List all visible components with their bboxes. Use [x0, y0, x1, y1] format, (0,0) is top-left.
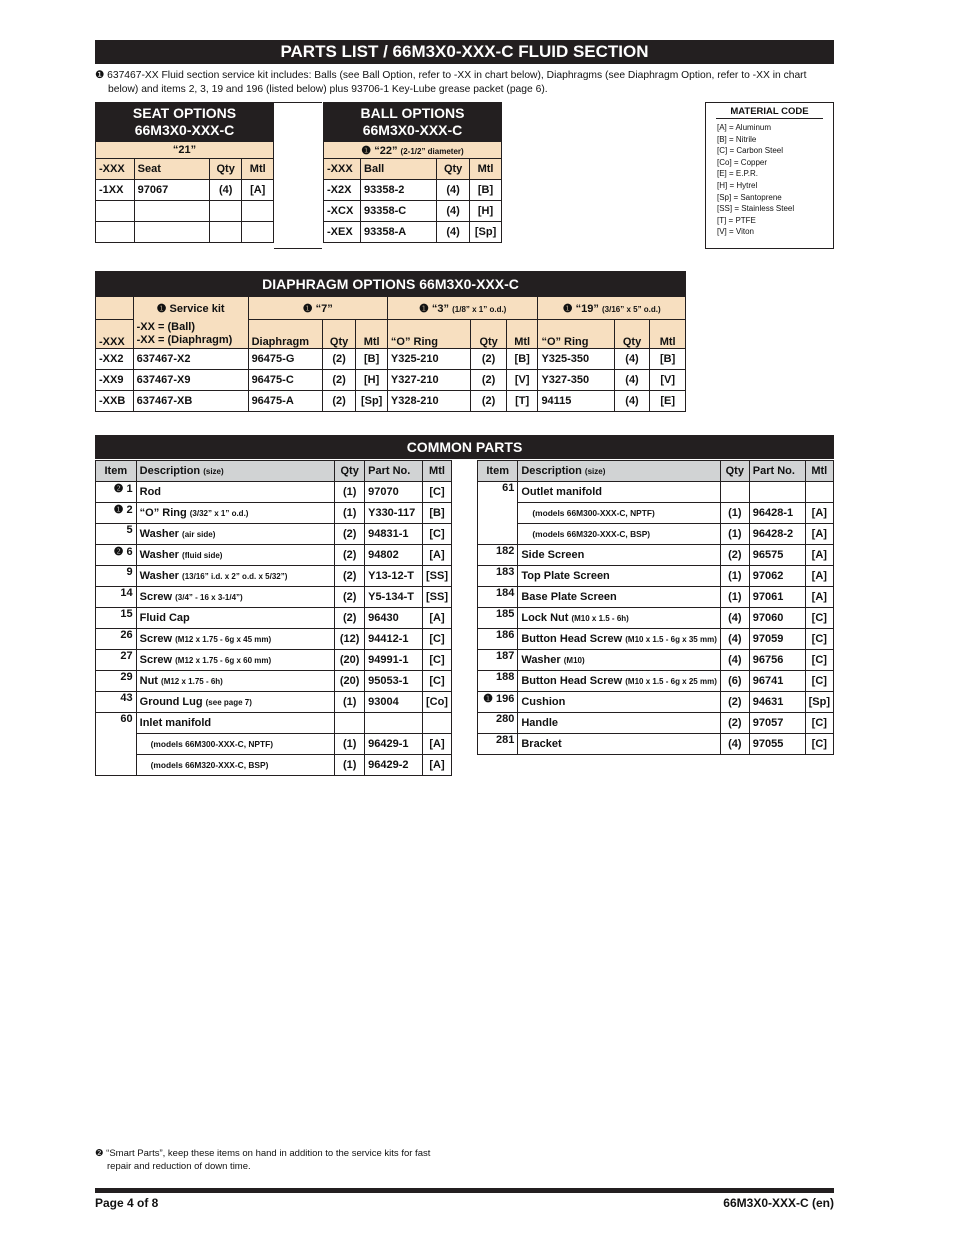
diaphragm-header-oring: “O” Ring [538, 320, 614, 349]
material-item: [E] = E.P.R. [717, 169, 758, 179]
diaphragm-header-qty: Qty [614, 320, 650, 349]
table-row [96, 671, 452, 692]
material-item: [A] = Aluminum [717, 123, 772, 132]
part-number: 96429-2 [365, 755, 423, 776]
item-number: 281 [478, 734, 518, 755]
common-parts-right-table [477, 460, 834, 755]
part-description: Screw (M12 x 1.75 - 6g x 45 mm) [136, 629, 335, 650]
diaphragm-cell: 96475-C [248, 370, 322, 391]
table-row [96, 629, 452, 650]
part-number: 94412-1 [365, 629, 423, 650]
diaphragm-cell: Y328-210 [387, 391, 470, 412]
part-description: Inlet manifold [136, 713, 335, 734]
material: [C] [805, 629, 833, 650]
material: [A] [805, 545, 833, 566]
part-number: 93004 [365, 692, 423, 713]
item-number: ❷ 1 [96, 482, 137, 503]
item-number: 280 [478, 713, 518, 734]
part-description: Top Plate Screen [518, 566, 721, 587]
part-description: Side Screen [518, 545, 721, 566]
material: [A] [805, 566, 833, 587]
item-number: 60 [96, 713, 137, 776]
part-number: Y13-12-T [365, 566, 423, 587]
item-number: 183 [478, 566, 518, 587]
diaphragm-group-3: ❶ “3” (1/8” x 1” o.d.) [387, 297, 538, 320]
material: [C] [422, 482, 451, 503]
item-number: 188 [478, 671, 518, 692]
seat-header-qty: Qty [209, 159, 242, 180]
part-number: 94802 [365, 545, 423, 566]
table-row [96, 391, 686, 412]
qty: (1) [335, 734, 365, 755]
item-number: 29 [96, 671, 137, 692]
qty: (4) [720, 650, 749, 671]
table-row [96, 503, 452, 524]
qty: (4) [720, 734, 749, 755]
page-title: PARTS LIST / 66M3X0-XXX-C FLUID SECTION [95, 40, 834, 64]
part-number: Y330-117 [365, 503, 423, 524]
qty: (4) [720, 629, 749, 650]
table-row [324, 180, 502, 201]
material: [C] [805, 734, 833, 755]
diaphragm-cell: Y325-210 [387, 349, 470, 370]
material-item: [T] = PTFE [717, 215, 756, 225]
ball-options-title: BALL OPTIONS 66M3X0-XXX-C [324, 103, 502, 142]
table-row [96, 349, 686, 370]
header-part-no: Part No. [365, 461, 423, 482]
material: [C] [422, 671, 451, 692]
material-item: [SS] = Stainless Steel [717, 204, 795, 214]
material: [A] [422, 755, 451, 776]
seat-cell: (4) [209, 180, 242, 201]
seat-cell: [A] [242, 180, 274, 201]
ball-cell: 93358-C [361, 201, 437, 222]
table-row [324, 201, 502, 222]
ball-cell: (4) [437, 222, 470, 243]
part-number: 94831-1 [365, 524, 423, 545]
table-row [96, 713, 452, 734]
diaphragm-header-xxx: -XXX [96, 320, 134, 349]
table-row [96, 370, 686, 391]
material-item: [V] = Viton [717, 227, 754, 237]
qty: (2) [720, 692, 749, 713]
seat-options-title: SEAT OPTIONS 66M3X0-XXX-C [96, 103, 274, 142]
part-number: 96756 [749, 650, 805, 671]
table-row [478, 629, 834, 650]
diaphragm-cell: -XX2 [96, 349, 134, 370]
qty: (2) [335, 608, 365, 629]
seat-cell [96, 222, 135, 243]
part-description: Washer (M10) [518, 650, 721, 671]
seat-cell: 97067 [134, 180, 209, 201]
ball-cell: 93358-2 [361, 180, 437, 201]
ball-cell: -XCX [324, 201, 361, 222]
material: [A] [805, 587, 833, 608]
part-description: Fluid Cap [136, 608, 335, 629]
qty: (2) [720, 545, 749, 566]
table-row [96, 201, 274, 222]
ball-cell: -X2X [324, 180, 361, 201]
table-row [478, 671, 834, 692]
item-number: 186 [478, 629, 518, 650]
seat-header-xxx: -XXX [96, 159, 135, 180]
material: [A] [422, 734, 451, 755]
part-number: 95053-1 [365, 671, 423, 692]
qty [720, 482, 749, 503]
item-number: 27 [96, 650, 137, 671]
footer-rule [95, 1188, 834, 1193]
diaphragm-cell: (4) [614, 349, 650, 370]
item-number: ❷ 6 [96, 545, 137, 566]
ball-cell: -XEX [324, 222, 361, 243]
material: [C] [422, 629, 451, 650]
diaphragm-cell: [B] [506, 349, 538, 370]
table-row [96, 566, 452, 587]
diaphragm-cell: 637467-XB [133, 391, 248, 412]
page-number: Page 4 of 8 [95, 1196, 159, 1210]
header-qty: Qty [335, 461, 365, 482]
part-number: 97055 [749, 734, 805, 755]
ball-cell: [H] [470, 201, 502, 222]
qty: (20) [335, 650, 365, 671]
header-part-no: Part No. [749, 461, 805, 482]
diaphragm-header-mtl: Mtl [506, 320, 538, 349]
diaphragm-cell: [H] [356, 370, 388, 391]
part-description: Rod [136, 482, 335, 503]
diaphragm-cell: -XXB [96, 391, 134, 412]
table-row [478, 734, 834, 755]
material-code-title: MATERIAL CODE [716, 106, 823, 119]
part-description: Washer (air side) [136, 524, 335, 545]
material-code-list [706, 122, 833, 238]
part-description: Cushion [518, 692, 721, 713]
seat-cell [242, 222, 274, 243]
part-number: 97070 [365, 482, 423, 503]
part-number: Y5-134-T [365, 587, 423, 608]
diaphragm-cell: (4) [614, 391, 650, 412]
diaphragm-cell: (4) [614, 370, 650, 391]
diaphragm-cell: (2) [322, 391, 356, 412]
table-row [96, 692, 452, 713]
qty: (1) [720, 524, 749, 545]
part-number: 96428-1 [749, 503, 805, 524]
ball-group: ❶ “22” (2-1/2” diameter) [324, 142, 502, 159]
diaphragm-cell: [B] [356, 349, 388, 370]
part-number: 94631 [749, 692, 805, 713]
material [805, 482, 833, 503]
table-row [96, 545, 452, 566]
material: [Co] [422, 692, 451, 713]
diaphragm-cell: [V] [650, 370, 686, 391]
item-number: 187 [478, 650, 518, 671]
qty: (1) [335, 482, 365, 503]
material: [A] [805, 503, 833, 524]
seat-cell [96, 201, 135, 222]
diaphragm-header-diaphragm: Diaphragm [248, 320, 322, 349]
ball-header-qty: Qty [437, 159, 470, 180]
item-number: 9 [96, 566, 137, 587]
table-row [96, 587, 452, 608]
diaphragm-cell: 94115 [538, 391, 614, 412]
table-row [96, 222, 274, 243]
table-row [478, 650, 834, 671]
intro-line-2: below) and items 2, 3, 19 and 196 (listed below) plus 93706-1 Key-Lube grease packet (page 6). [108, 83, 548, 95]
material-item: [B] = Nitrile [717, 134, 757, 144]
material-item: [Sp] = Santoprene [717, 192, 782, 202]
table-row [96, 608, 452, 629]
model-variant: (models 66M300-XXX-C, NPTF) [136, 734, 335, 755]
header-qty: Qty [720, 461, 749, 482]
model-variant: (models 66M320-XXX-C, BSP) [136, 755, 335, 776]
part-description: Button Head Screw (M10 x 1.5 - 6g x 35 mm) [518, 629, 721, 650]
item-number: ❶ 2 [96, 503, 137, 524]
part-number: 97061 [749, 587, 805, 608]
part-description: Bracket [518, 734, 721, 755]
table-row [478, 713, 834, 734]
item-number: 15 [96, 608, 137, 629]
qty: (1) [335, 503, 365, 524]
seat-header-mtl: Mtl [242, 159, 274, 180]
seat-group: “21” [96, 142, 274, 159]
part-number: 94991-1 [365, 650, 423, 671]
intro-note [95, 69, 840, 96]
header-description: Description (size) [136, 461, 335, 482]
part-description: Outlet manifold [518, 482, 721, 503]
item-number: ❶ 196 [478, 692, 518, 713]
seat-cell: -1XX [96, 180, 135, 201]
ball-header-xxx: -XXX [324, 159, 361, 180]
part-description: Base Plate Screen [518, 587, 721, 608]
qty: (6) [720, 671, 749, 692]
table-row [96, 734, 452, 755]
qty: (1) [720, 587, 749, 608]
table-row [478, 566, 834, 587]
ball-cell: [B] [470, 180, 502, 201]
qty: (1) [720, 566, 749, 587]
table-row [96, 650, 452, 671]
header-item: Item [96, 461, 137, 482]
table-row [96, 524, 452, 545]
table-row [478, 587, 834, 608]
document-id: 66M3X0-XXX-C (en) [723, 1196, 834, 1210]
header-item: Item [478, 461, 518, 482]
diaphragm-header-qty: Qty [471, 320, 507, 349]
diaphragm-cell: Y327-350 [538, 370, 614, 391]
smart-parts-footnote: ❷ “Smart Parts”, keep these items on hand in addition to the service kits for fast repair and reduction of down time. [95, 1148, 431, 1172]
intro-line-1: ❶ 637467-XX Fluid section service kit includes: Balls (see Ball Option, refer to -XX in chart below), Diaphragms (see Diaphragm Option, refer to -XX in chart [95, 70, 807, 81]
part-description: “O” Ring (3/32” x 1” o.d.) [136, 503, 335, 524]
diaphragm-cell: (2) [471, 370, 507, 391]
spacer-box [274, 102, 322, 249]
material: [A] [422, 608, 451, 629]
diaphragm-cell: [V] [506, 370, 538, 391]
part-number: 96429-1 [365, 734, 423, 755]
part-number: 96428-2 [749, 524, 805, 545]
qty: (1) [335, 755, 365, 776]
qty: (1) [720, 503, 749, 524]
ball-header-mtl: Mtl [470, 159, 502, 180]
material: [SS] [422, 587, 451, 608]
qty: (12) [335, 629, 365, 650]
part-description: Button Head Screw (M10 x 1.5 - 6g x 25 mm) [518, 671, 721, 692]
diaphragm-cell: Y327-210 [387, 370, 470, 391]
header-mtl: Mtl [422, 461, 451, 482]
seat-cell [134, 201, 209, 222]
part-number: 97057 [749, 713, 805, 734]
ball-options-table [323, 102, 502, 243]
qty: (2) [335, 545, 365, 566]
common-parts-left-table [95, 460, 452, 776]
ball-cell: (4) [437, 180, 470, 201]
part-description: Handle [518, 713, 721, 734]
diaphragm-header-qty: Qty [322, 320, 356, 349]
item-number: 185 [478, 608, 518, 629]
diaphragm-cell: [B] [650, 349, 686, 370]
diaphragm-group-7: ❶ “7” [248, 297, 387, 320]
part-description: Lock Nut (M10 x 1.5 - 6h) [518, 608, 721, 629]
item-number: 182 [478, 545, 518, 566]
material: [A] [805, 524, 833, 545]
table-row [478, 524, 834, 545]
material: [C] [805, 650, 833, 671]
seat-options-table [95, 102, 274, 243]
material: [SS] [422, 566, 451, 587]
header-mtl: Mtl [805, 461, 833, 482]
item-number: 26 [96, 629, 137, 650]
ball-cell: (4) [437, 201, 470, 222]
table-row [96, 482, 452, 503]
diaphragm-cell: [Sp] [356, 391, 388, 412]
diaphragm-cell: (2) [322, 370, 356, 391]
diaphragm-group-19: ❶ “19” (3/16” x 5” o.d.) [538, 297, 686, 320]
table-row [324, 222, 502, 243]
diaphragm-group-kit: ❶ Service kit [133, 297, 248, 320]
diaphragm-header-mtl: Mtl [356, 320, 388, 349]
material-code-box [705, 102, 834, 249]
diaphragm-cell: (2) [471, 349, 507, 370]
diaphragm-cell: [T] [506, 391, 538, 412]
part-number: 97059 [749, 629, 805, 650]
diaphragm-cell: (2) [471, 391, 507, 412]
part-description: Washer (13/16” i.d. x 2” o.d. x 5/32”) [136, 566, 335, 587]
qty: (4) [720, 608, 749, 629]
table-row [478, 545, 834, 566]
material: [C] [422, 524, 451, 545]
table-row [96, 180, 274, 201]
diaphragm-cell: (2) [322, 349, 356, 370]
material: [B] [422, 503, 451, 524]
qty: (1) [335, 692, 365, 713]
diaphragm-options-table [95, 271, 686, 412]
item-number: 184 [478, 587, 518, 608]
part-number: 97060 [749, 608, 805, 629]
part-number: 97062 [749, 566, 805, 587]
part-description: Washer (fluid side) [136, 545, 335, 566]
material: [C] [805, 608, 833, 629]
diaphragm-title: DIAPHRAGM OPTIONS 66M3X0-XXX-C [96, 272, 686, 297]
part-description: Screw (M12 x 1.75 - 6g x 60 mm) [136, 650, 335, 671]
table-row [478, 608, 834, 629]
material: [C] [805, 713, 833, 734]
qty: (2) [335, 524, 365, 545]
qty: (2) [335, 587, 365, 608]
part-description: Ground Lug (see page 7) [136, 692, 335, 713]
part-number: 96575 [749, 545, 805, 566]
item-number: 14 [96, 587, 137, 608]
ball-cell: [Sp] [470, 222, 502, 243]
qty: (20) [335, 671, 365, 692]
diaphragm-header-oring: “O” Ring [387, 320, 470, 349]
material: [C] [805, 671, 833, 692]
table-row [478, 692, 834, 713]
material-item: [H] = Hytrel [717, 180, 758, 190]
table-row [96, 755, 452, 776]
common-parts-title: COMMON PARTS [95, 435, 834, 459]
part-number: 96430 [365, 608, 423, 629]
material-item: [C] = Carbon Steel [717, 146, 784, 156]
header-description: Description (size) [518, 461, 721, 482]
part-number [365, 713, 423, 734]
diaphragm-cell: [E] [650, 391, 686, 412]
material: [Sp] [805, 692, 833, 713]
seat-header-seat: Seat [134, 159, 209, 180]
material [422, 713, 451, 734]
ball-cell: 93358-A [361, 222, 437, 243]
diaphragm-cell: 96475-G [248, 349, 322, 370]
diaphragm-header-kit: -XX = (Ball) -XX = (Diaphragm) [133, 320, 248, 349]
item-number: 61 [478, 482, 518, 545]
part-number: 96741 [749, 671, 805, 692]
seat-cell [242, 201, 274, 222]
diaphragm-cell: 96475-A [248, 391, 322, 412]
qty: (2) [335, 566, 365, 587]
diaphragm-cell: Y325-350 [538, 349, 614, 370]
table-row [478, 503, 834, 524]
item-number: 43 [96, 692, 137, 713]
material: [A] [422, 545, 451, 566]
material-item: [Co] = Copper [717, 157, 768, 167]
material: [C] [422, 650, 451, 671]
seat-cell [209, 222, 242, 243]
diaphragm-cell: 637467-X9 [133, 370, 248, 391]
part-number [749, 482, 805, 503]
diaphragm-cell: 637467-X2 [133, 349, 248, 370]
table-row [478, 482, 834, 503]
seat-cell [209, 201, 242, 222]
diaphragm-cell: -XX9 [96, 370, 134, 391]
model-variant: (models 66M300-XXX-C, NPTF) [518, 503, 721, 524]
part-description: Screw (3/4” - 16 x 3-1/4”) [136, 587, 335, 608]
seat-cell [134, 222, 209, 243]
ball-header-ball: Ball [361, 159, 437, 180]
qty [335, 713, 365, 734]
diaphragm-header-mtl: Mtl [650, 320, 686, 349]
qty: (2) [720, 713, 749, 734]
part-description: Nut (M12 x 1.75 - 6h) [136, 671, 335, 692]
item-number: 5 [96, 524, 137, 545]
model-variant: (models 66M320-XXX-C, BSP) [518, 524, 721, 545]
